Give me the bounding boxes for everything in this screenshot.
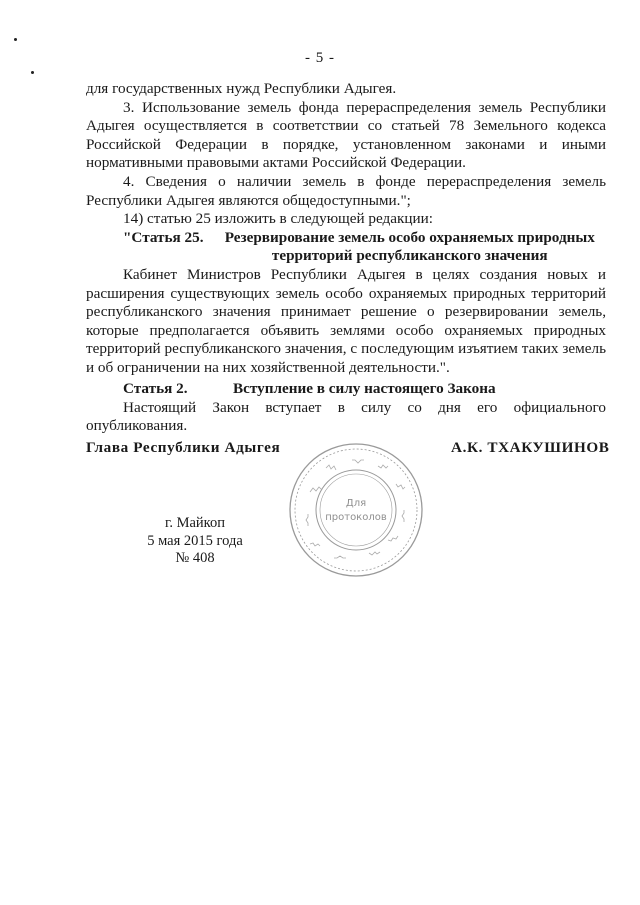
stamp-outer-ring bbox=[290, 444, 422, 576]
place-date-block bbox=[140, 515, 250, 568]
stamp-dotted-ring bbox=[295, 449, 417, 571]
paragraph: 14) статью 25 изложить в следующей редакции: bbox=[123, 210, 433, 228]
signature-position: Глава Республики Адыгея bbox=[86, 439, 281, 456]
article-2-heading bbox=[86, 380, 606, 399]
official-stamp bbox=[286, 440, 426, 580]
paragraph: Настоящий Закон вступает в силу со дня его официального опубликования. bbox=[86, 398, 606, 435]
place-date: 5 мая 2015 года bbox=[147, 532, 243, 549]
stamp-inner-ring bbox=[320, 474, 392, 546]
paragraph: для государственных нужд Республики Адыгея. bbox=[86, 80, 397, 97]
place-city: г. Майкоп bbox=[165, 515, 225, 531]
article-number: Статья 2. bbox=[123, 380, 188, 397]
article-title: Вступление в силу настоящего Закона bbox=[233, 380, 496, 397]
paragraph: 4. Сведения о наличии земель в фонде перераспределения земель Республики Адыгея являются общедоступными."; bbox=[86, 172, 606, 209]
body-text-top bbox=[86, 80, 606, 378]
paragraph: Кабинет Министров Республики Адыгея в целях создания новых и расширения существующих земель особо охраняемых природных территорий республиканского значения принимает решение о резервировании земель, которые предполагается объявить землями особо охраняемых природных территорий республиканского значения, с последующим изъятием таких земель и об ограничении на них хозяйственной деятельности.". bbox=[86, 265, 606, 376]
page-number: - 5 - bbox=[305, 50, 335, 66]
paragraph: 3. Использование земель фонда перераспределения земель Республики Адыгея осуществляется в соответствии со статьей 78 Земельного кодекса Российской Федерации в порядке, установленном законами и иными нормативными правовыми актами Российской Федерации. bbox=[86, 98, 606, 172]
scan-speck bbox=[14, 38, 17, 41]
law-number: № 408 bbox=[175, 550, 215, 566]
signature-name: А.К. ТХАКУШИНОВ bbox=[451, 439, 610, 456]
article-number: "Статья 25. bbox=[123, 228, 204, 246]
stamp-center-text: протоколов bbox=[325, 512, 387, 523]
article-title: Резервирование земель особо охраняемых природных территорий республиканского значения bbox=[224, 228, 595, 265]
stamp-ring-script bbox=[306, 460, 405, 558]
article-25-heading bbox=[86, 229, 606, 266]
scan-speck bbox=[31, 71, 34, 74]
stamp-center-text: Для bbox=[345, 498, 367, 509]
body-text-article-2 bbox=[86, 380, 606, 436]
stamp-inner-ring bbox=[316, 470, 396, 550]
